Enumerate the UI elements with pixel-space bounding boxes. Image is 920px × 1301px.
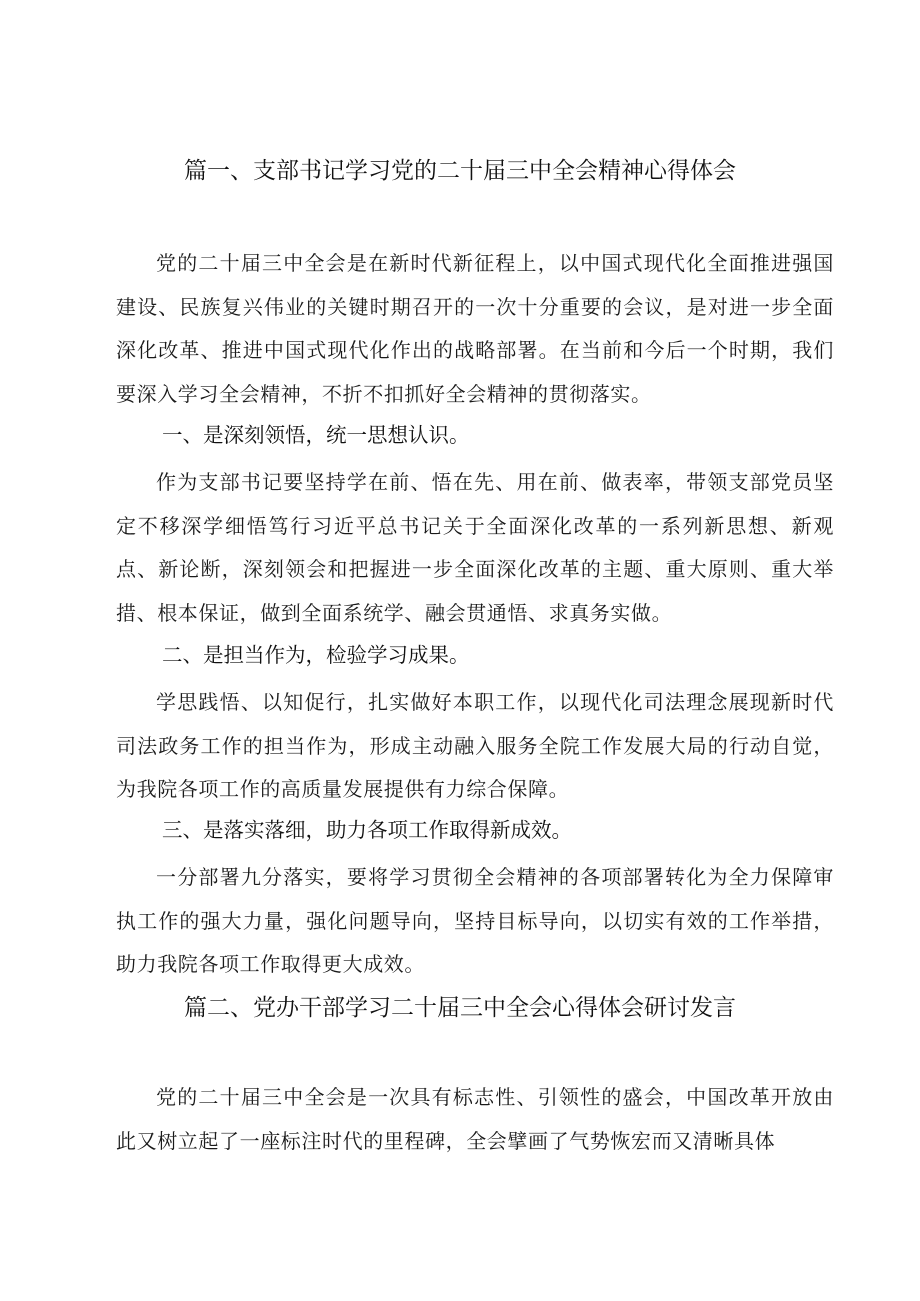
section1-point1-heading: 一、是深刻领悟，统一思想认识。	[162, 423, 470, 447]
section1-point3-heading: 三、是落实落细，助力各项工作取得新成效。	[162, 818, 572, 842]
section1-point2-heading: 二、是担当作为，检验学习成果。	[162, 643, 470, 667]
section1-point3-body: 一分部署九分落实，要将学习贯彻全会精神的各项部署转化为全力保障审执工作的强大力量，强化问题导向，坚持目标导向，以切实有效的工作举措，助力我院各项工作取得更大成效。	[116, 865, 834, 976]
section1-intro-paragraph: 党的二十届三中全会是在新时代新征程上，以中国式现代化全面推进强国建设、民族复兴伟业的关键时期召开的一次十分重要的会议，是对进一步全面深化改革、推进中国式现代化作出的战略部署。在当前和今后一个时期，我们要深入学习全会精神，不折不扣抓好全会精神的贯彻落实。	[116, 251, 834, 406]
section2-intro-paragraph: 党的二十届三中全会是一次具有标志性、引领性的盛会，中国改革开放由此又树立起了一座标注时代的里程碑，全会擘画了气势恢宏而又清晰具体	[116, 1085, 834, 1153]
section1-point1-body: 作为支部书记要坚持学在前、悟在先、用在前、做表率，带领支部党员坚定不移深学细悟笃行习近平总书记关于全面深化改革的一系列新思想、新观点、新论断，深刻领会和把握进一步全面深化改革的主题、重大原则、重大举措、根本保证，做到全面系统学、融会贯通悟、求真务实做。	[116, 470, 834, 625]
section1-point2-body: 学思践悟、以知促行，扎实做好本职工作，以现代化司法理念展现新时代司法政务工作的担当作为，形成主动融入服务全院工作发展大局的行动自觉，为我院各项工作的高质量发展提供有力综合保障。	[116, 690, 834, 801]
section2-title: 篇二、党办干部学习二十届三中全会心得体会研讨发言	[184, 995, 736, 1021]
section1-title: 篇一、支部书记学习党的二十届三中全会精神心得体会	[184, 158, 736, 184]
